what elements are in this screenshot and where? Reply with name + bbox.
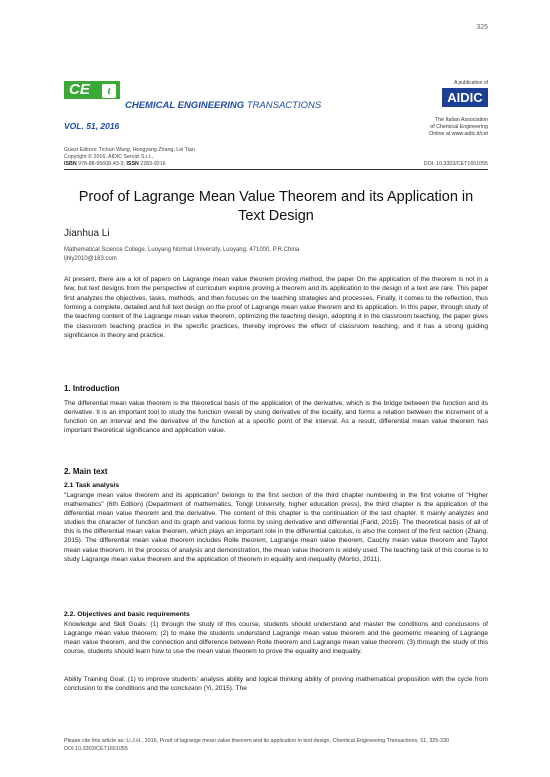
editorial-info	[64, 147, 195, 168]
cet-logo-letters: CE	[69, 81, 90, 98]
guest-editors: Guest Editors: Tichun Wang, Hongyang Zhang, Lei Tian	[64, 147, 195, 153]
issn-value: 2283-9216	[138, 161, 166, 167]
cet-logo	[64, 81, 120, 99]
association-line1: The Italian Association	[435, 117, 488, 123]
volume-label: VOL. 51, 2016	[64, 121, 120, 131]
subsection-heading-task-analysis: 2.1 Task analysis	[64, 482, 120, 489]
journal-name	[125, 100, 321, 111]
publication-of-label: A publication of	[454, 80, 488, 86]
header-divider	[64, 169, 488, 170]
affiliation-text: Mathematical Science College, Luoyang Normal University, Luoyang, 471000, P.R.China	[64, 247, 300, 253]
task-analysis-text: "Lagrange mean value theorem and its application" belongs to the first section of the third chapter numbering in the first volume of "Higher mathematics" (6th Edition) (Department of mathematics, Tongji University, higher education press), the third chapter is the application of the differential mean value theorem and the derivative. The content of this chapter is the continuation of the last chapter. It mainly analyzes and studies the character of function and its graph and various forms by using derivative and differential (Farid, 2015). The theoretical basis of all of this is the differential mean value theorem, which plays an important role in the differential calculus, is also the content of the first section (Zhang, 2015). The differential mean value theorem includes Rolle theorem, Lagrange mean value theorem, Cauchy mean value theorem and Taylor mean value theorem. In the process of analysis and demonstration, the mean value theorem is widely used. The teaching task of this course is to study Lagrange mean value theorem and the application of theorem in equality and inequality (Mortici, 2011).	[64, 492, 488, 563]
isbn-label: ISBN	[64, 161, 77, 167]
journal-name-rest: TRANSACTIONS	[244, 100, 322, 111]
page-number: 325	[476, 24, 488, 31]
cet-logo-t: t	[102, 84, 116, 98]
aidic-logo: AIDIC	[442, 88, 488, 107]
abstract: At present, there are a lot of papers on Lagrange mean value theorem proving method, the paper On the application of the theorem is not in a few, but text designs from the perspective of curriculum explore proving a theorem and its application to the design of a text are rare. This paper first analyzes the objectives, tasks, methods, and then focuses on the teaching strategies and processes, Finally, it comes to the reflection, thus forming a complete, detailed and full text design on the proof of Lagrange mean value theorem and its application. In this paper, through study of the teaching content of the Lagrange mean value theorem, optimizing the teaching design, adopting it in the classroom teaching, the paper gives the classroom teaching practice in the specific practices, thereby improves the effect of classroom teaching, and it has a strong guiding significance in theory and practice.	[64, 276, 488, 340]
author-name: Jianhua Li	[64, 228, 110, 239]
article-title: Proof of Lagrange Mean Value Theorem and its Application in Text Design	[78, 189, 474, 224]
author-affiliation	[64, 246, 299, 263]
citation-footer: Please cite this article as: Li J.H., 2016, Proof of lagrange mean value theorem and its application in text design, Chemical Engineering Transactions, 51, 325-330 DOI:10.3303/CET1651055	[64, 738, 450, 752]
author-email: ljhly2010@163.com	[64, 255, 117, 262]
introduction-text: The differential mean value theorem is the theoretical basis of the application of the derivative, which is the bridge between the function and its derivative. It is an important tool to study the function overall by using derivative of the locality, and forms a relation between the increment of a function on an interval and the derivative of the function at a specific point of the interval. As a result, differential mean value theorem has important theoretical significance and application value.	[64, 400, 488, 435]
section-heading-introduction: 1. Introduction	[64, 384, 120, 393]
association-line3: Online at www.aidic.it/cet	[429, 131, 488, 137]
objectives-text-knowledge: Knowledge and Skill Goals: (1) through the study of this course, students should understand and master the conditions and conclusions of Lagrange mean value theorem; (2) to make the students understand Lagrange mean value theorem and the geometric meaning of Lagrange mean value theorem, and the connection and difference between Rolle theorem and Lagrange mean value theorem; (3) through the study of this course, students should learn how to use the mean value theorem to prove the equality and inequality.	[64, 621, 488, 656]
association-line2: of Chemical Engineering	[430, 124, 488, 130]
isbn-value: 978-88-95608-43-3;	[76, 161, 127, 167]
journal-name-bold: CHEMICAL ENGINEERING	[125, 100, 245, 111]
issn-label: ISSN	[126, 161, 139, 167]
subsection-heading-objectives: 2.2. Objectives and basic requirements	[64, 611, 190, 618]
association-info	[429, 117, 488, 138]
doi-label: DOI: 10.3303/CET1651055	[423, 161, 488, 167]
isbn-issn-line	[64, 161, 195, 168]
copyright-line: Copyright © 2016, AIDIC Servizi S.r.l.,	[64, 154, 153, 160]
section-heading-main-text: 2. Main text	[64, 467, 108, 476]
objectives-text-ability: Ability Training Goal: (1) to improve students' analysis ability and logical thinking ability of proving mathematical proposition with the cycle from conclusion to the conditions and the conclusion (Yi, 2015). The	[64, 676, 488, 693]
